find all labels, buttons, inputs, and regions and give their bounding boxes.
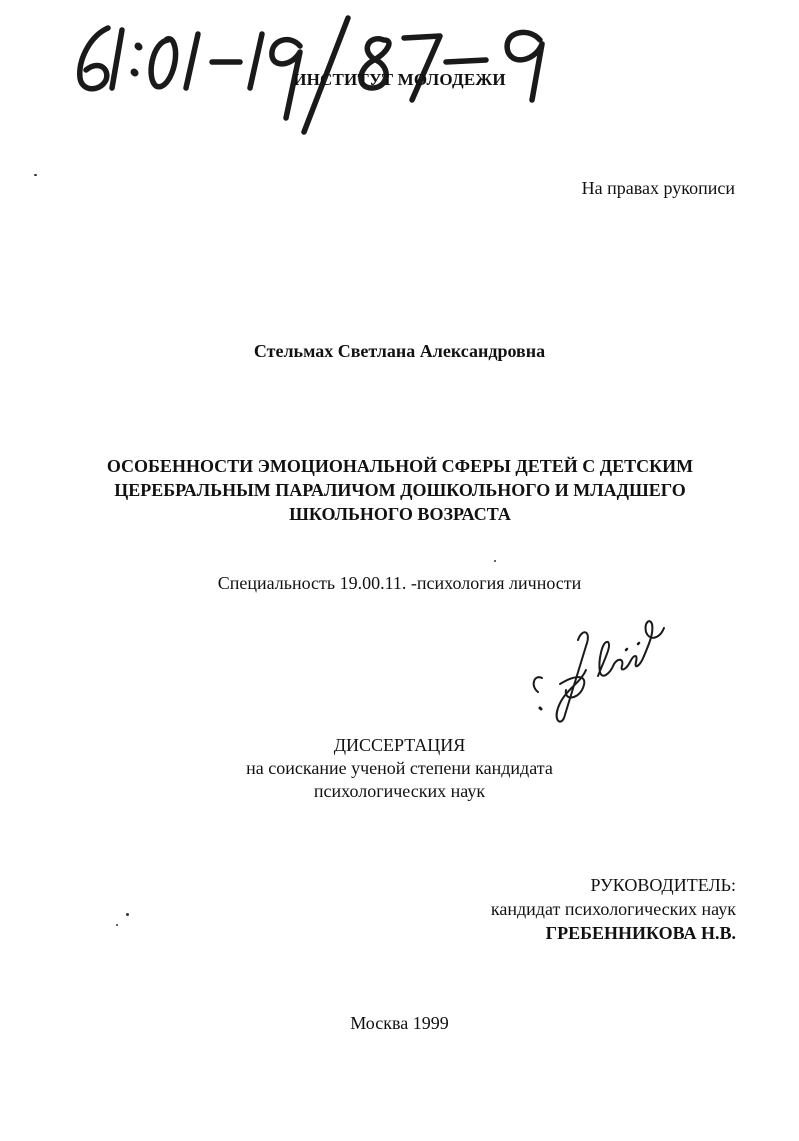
supervisor-name: ГРЕБЕННИКОВА Н.В. <box>545 923 736 943</box>
specialty: Специальность 19.00.11. -психология личности <box>217 573 582 593</box>
degree-line-2: психологических наук <box>313 781 486 801</box>
author-name: Стельмах Светлана Александровна <box>253 341 546 361</box>
signature-handwritten <box>520 600 680 730</box>
dissertation-info <box>0 734 799 803</box>
institution-name: ИНСТИТУТ МОЛОДЕЖИ <box>293 70 506 89</box>
city-year: Москва 1999 <box>350 1013 449 1033</box>
supervisor-degree: кандидат психологических наук <box>490 899 736 919</box>
supervisor-block <box>491 873 736 945</box>
rights-note: На правах рукописи <box>581 178 735 198</box>
title-line: ОСОБЕННОСТИ ЭМОЦИОНАЛЬНОЙ СФЕРЫ ДЕТЕЙ С ДЕТСКИМ <box>106 456 694 476</box>
scan-speck <box>494 560 496 562</box>
degree-line-1: на соискание ученой степени кандидата <box>246 758 553 778</box>
supervisor-label: РУКОВОДИТЕЛЬ: <box>590 875 736 895</box>
title-line: ЦЕРЕБРАЛЬНЫМ ПАРАЛИЧОМ ДОШКОЛЬНОГО И МЛАДШЕГО <box>114 480 686 500</box>
dissertation-title <box>60 454 740 526</box>
scan-speck <box>34 174 37 176</box>
scan-speck <box>116 924 118 926</box>
title-line: ШКОЛЬНОГО ВОЗРАСТА <box>289 504 511 524</box>
scan-speck <box>126 913 129 916</box>
dissertation-type: ДИССЕРТАЦИЯ <box>333 735 466 755</box>
